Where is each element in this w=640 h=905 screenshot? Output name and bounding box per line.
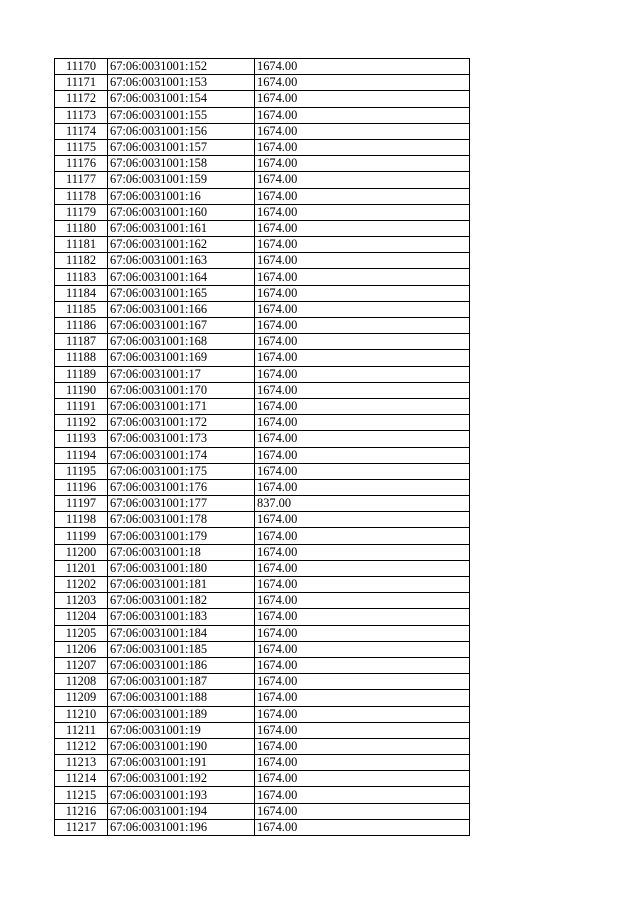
- value-cell: 1674.00: [255, 674, 470, 690]
- table-row: [55, 431, 470, 447]
- table-row: [55, 512, 470, 528]
- value-cell: 1674.00: [255, 577, 470, 593]
- row-number-cell: 11193: [55, 431, 108, 447]
- row-number-cell: 11188: [55, 350, 108, 366]
- row-number-cell: 11180: [55, 220, 108, 236]
- value-cell: 1674.00: [255, 431, 470, 447]
- table-row: [55, 415, 470, 431]
- row-number-cell: 11196: [55, 479, 108, 495]
- cadastral-number-cell: 67:06:0031001:186: [108, 657, 255, 673]
- row-number-cell: 11183: [55, 269, 108, 285]
- row-number-cell: 11182: [55, 253, 108, 269]
- cadastral-number-cell: 67:06:0031001:158: [108, 156, 255, 172]
- value-cell: 1674.00: [255, 204, 470, 220]
- row-number-cell: 11174: [55, 123, 108, 139]
- value-cell: 1674.00: [255, 156, 470, 172]
- value-cell: 1674.00: [255, 269, 470, 285]
- cadastral-number-cell: 67:06:0031001:168: [108, 334, 255, 350]
- row-number-cell: 11177: [55, 172, 108, 188]
- cadastral-number-cell: 67:06:0031001:167: [108, 318, 255, 334]
- row-number-cell: 11191: [55, 398, 108, 414]
- value-cell: 1674.00: [255, 544, 470, 560]
- cadastral-number-cell: 67:06:0031001:185: [108, 641, 255, 657]
- value-cell: 1674.00: [255, 625, 470, 641]
- value-cell: 1674.00: [255, 706, 470, 722]
- cadastral-number-cell: 67:06:0031001:155: [108, 107, 255, 123]
- value-cell: 1674.00: [255, 819, 470, 835]
- cadastral-number-cell: 67:06:0031001:176: [108, 479, 255, 495]
- cadastral-number-cell: 67:06:0031001:159: [108, 172, 255, 188]
- table-row: [55, 674, 470, 690]
- table-row: [55, 577, 470, 593]
- value-cell: 1674.00: [255, 722, 470, 738]
- row-number-cell: 11185: [55, 301, 108, 317]
- row-number-cell: 11172: [55, 91, 108, 107]
- value-cell: 1674.00: [255, 350, 470, 366]
- cadastral-number-cell: 67:06:0031001:181: [108, 577, 255, 593]
- row-number-cell: 11212: [55, 738, 108, 754]
- cadastral-number-cell: 67:06:0031001:19: [108, 722, 255, 738]
- cadastral-number-cell: 67:06:0031001:180: [108, 560, 255, 576]
- row-number-cell: 11181: [55, 237, 108, 253]
- table-row: [55, 220, 470, 236]
- row-number-cell: 11213: [55, 755, 108, 771]
- cadastral-number-cell: 67:06:0031001:170: [108, 382, 255, 398]
- table-row: [55, 350, 470, 366]
- cadastral-number-cell: 67:06:0031001:163: [108, 253, 255, 269]
- row-number-cell: 11189: [55, 366, 108, 382]
- cadastral-number-cell: 67:06:0031001:194: [108, 803, 255, 819]
- value-cell: 1674.00: [255, 528, 470, 544]
- row-number-cell: 11194: [55, 447, 108, 463]
- table-row: [55, 641, 470, 657]
- table-row: [55, 366, 470, 382]
- cadastral-number-cell: 67:06:0031001:183: [108, 609, 255, 625]
- value-cell: 1674.00: [255, 220, 470, 236]
- value-cell: 1674.00: [255, 366, 470, 382]
- value-cell: 1674.00: [255, 787, 470, 803]
- table-row: [55, 447, 470, 463]
- table-row: [55, 819, 470, 835]
- table-row: [55, 301, 470, 317]
- row-number-cell: 11198: [55, 512, 108, 528]
- value-cell: 1674.00: [255, 301, 470, 317]
- value-cell: 1674.00: [255, 253, 470, 269]
- value-cell: 1674.00: [255, 738, 470, 754]
- cadastral-number-cell: 67:06:0031001:18: [108, 544, 255, 560]
- table-row: [55, 803, 470, 819]
- cadastral-number-cell: 67:06:0031001:165: [108, 285, 255, 301]
- row-number-cell: 11202: [55, 577, 108, 593]
- row-number-cell: 11173: [55, 107, 108, 123]
- row-number-cell: 11175: [55, 139, 108, 155]
- row-number-cell: 11178: [55, 188, 108, 204]
- row-number-cell: 11206: [55, 641, 108, 657]
- table-row: [55, 269, 470, 285]
- table-row: [55, 755, 470, 771]
- value-cell: 1674.00: [255, 755, 470, 771]
- cadastral-number-cell: 67:06:0031001:187: [108, 674, 255, 690]
- row-number-cell: 11187: [55, 334, 108, 350]
- cadastral-number-cell: 67:06:0031001:174: [108, 447, 255, 463]
- value-cell: 1674.00: [255, 318, 470, 334]
- value-cell: 1674.00: [255, 609, 470, 625]
- value-cell: 1674.00: [255, 690, 470, 706]
- row-number-cell: 11197: [55, 496, 108, 512]
- cadastral-number-cell: 67:06:0031001:156: [108, 123, 255, 139]
- table-row: [55, 479, 470, 495]
- cadastral-number-cell: 67:06:0031001:177: [108, 496, 255, 512]
- row-number-cell: 11190: [55, 382, 108, 398]
- table-row: [55, 690, 470, 706]
- row-number-cell: 11171: [55, 75, 108, 91]
- cadastral-number-cell: 67:06:0031001:191: [108, 755, 255, 771]
- table-body: [55, 59, 470, 836]
- row-number-cell: 11170: [55, 59, 108, 75]
- row-number-cell: 11192: [55, 415, 108, 431]
- value-cell: 1674.00: [255, 107, 470, 123]
- table-row: [55, 285, 470, 301]
- row-number-cell: 11217: [55, 819, 108, 835]
- row-number-cell: 11186: [55, 318, 108, 334]
- table-row: [55, 139, 470, 155]
- cadastral-number-cell: 67:06:0031001:178: [108, 512, 255, 528]
- cadastral-number-cell: 67:06:0031001:171: [108, 398, 255, 414]
- value-cell: 1674.00: [255, 75, 470, 91]
- cadastral-number-cell: 67:06:0031001:152: [108, 59, 255, 75]
- row-number-cell: 11195: [55, 463, 108, 479]
- row-number-cell: 11211: [55, 722, 108, 738]
- table-row: [55, 787, 470, 803]
- table-row: [55, 156, 470, 172]
- cadastral-number-cell: 67:06:0031001:162: [108, 237, 255, 253]
- cadastral-number-cell: 67:06:0031001:182: [108, 593, 255, 609]
- cadastral-number-cell: 67:06:0031001:161: [108, 220, 255, 236]
- row-number-cell: 11209: [55, 690, 108, 706]
- row-number-cell: 11210: [55, 706, 108, 722]
- table-row: [55, 237, 470, 253]
- table-row: [55, 172, 470, 188]
- table-row: [55, 318, 470, 334]
- row-number-cell: 11208: [55, 674, 108, 690]
- cadastral-number-cell: 67:06:0031001:172: [108, 415, 255, 431]
- cadastral-number-cell: 67:06:0031001:196: [108, 819, 255, 835]
- cadastral-number-cell: 67:06:0031001:190: [108, 738, 255, 754]
- cadastral-number-cell: 67:06:0031001:184: [108, 625, 255, 641]
- cadastral-value-table: [54, 58, 470, 836]
- table-row: [55, 398, 470, 414]
- row-number-cell: 11200: [55, 544, 108, 560]
- value-cell: 1674.00: [255, 334, 470, 350]
- table-row: [55, 738, 470, 754]
- cadastral-number-cell: 67:06:0031001:160: [108, 204, 255, 220]
- cadastral-number-cell: 67:06:0031001:175: [108, 463, 255, 479]
- table-row: [55, 625, 470, 641]
- row-number-cell: 11216: [55, 803, 108, 819]
- value-cell: 1674.00: [255, 382, 470, 398]
- value-cell: 1674.00: [255, 641, 470, 657]
- cadastral-number-cell: 67:06:0031001:16: [108, 188, 255, 204]
- table-row: [55, 204, 470, 220]
- value-cell: 1674.00: [255, 512, 470, 528]
- cadastral-number-cell: 67:06:0031001:192: [108, 771, 255, 787]
- value-cell: 1674.00: [255, 172, 470, 188]
- row-number-cell: 11184: [55, 285, 108, 301]
- row-number-cell: 11205: [55, 625, 108, 641]
- value-cell: 1674.00: [255, 123, 470, 139]
- value-cell: 1674.00: [255, 285, 470, 301]
- value-cell: 1674.00: [255, 593, 470, 609]
- cadastral-number-cell: 67:06:0031001:169: [108, 350, 255, 366]
- row-number-cell: 11201: [55, 560, 108, 576]
- table-row: [55, 91, 470, 107]
- row-number-cell: 11199: [55, 528, 108, 544]
- cadastral-number-cell: 67:06:0031001:189: [108, 706, 255, 722]
- value-cell: 1674.00: [255, 59, 470, 75]
- table-row: [55, 188, 470, 204]
- table-row: [55, 382, 470, 398]
- table-row: [55, 59, 470, 75]
- value-cell: 1674.00: [255, 415, 470, 431]
- value-cell: 1674.00: [255, 560, 470, 576]
- table-row: [55, 771, 470, 787]
- row-number-cell: 11207: [55, 657, 108, 673]
- table-row: [55, 334, 470, 350]
- table-row: [55, 609, 470, 625]
- table-row: [55, 107, 470, 123]
- value-cell: 837.00: [255, 496, 470, 512]
- row-number-cell: 11179: [55, 204, 108, 220]
- cadastral-number-cell: 67:06:0031001:193: [108, 787, 255, 803]
- value-cell: 1674.00: [255, 237, 470, 253]
- cadastral-number-cell: 67:06:0031001:153: [108, 75, 255, 91]
- table-row: [55, 706, 470, 722]
- cadastral-number-cell: 67:06:0031001:157: [108, 139, 255, 155]
- table-row: [55, 123, 470, 139]
- cadastral-number-cell: 67:06:0031001:188: [108, 690, 255, 706]
- table-row: [55, 496, 470, 512]
- cadastral-number-cell: 67:06:0031001:173: [108, 431, 255, 447]
- row-number-cell: 11214: [55, 771, 108, 787]
- table-row: [55, 463, 470, 479]
- cadastral-number-cell: 67:06:0031001:164: [108, 269, 255, 285]
- row-number-cell: 11176: [55, 156, 108, 172]
- cadastral-number-cell: 67:06:0031001:154: [108, 91, 255, 107]
- cadastral-number-cell: 67:06:0031001:179: [108, 528, 255, 544]
- table-row: [55, 528, 470, 544]
- value-cell: 1674.00: [255, 91, 470, 107]
- row-number-cell: 11215: [55, 787, 108, 803]
- value-cell: 1674.00: [255, 803, 470, 819]
- table-row: [55, 722, 470, 738]
- table-row: [55, 657, 470, 673]
- table-row: [55, 593, 470, 609]
- value-cell: 1674.00: [255, 188, 470, 204]
- cadastral-number-cell: 67:06:0031001:17: [108, 366, 255, 382]
- value-cell: 1674.00: [255, 398, 470, 414]
- row-number-cell: 11204: [55, 609, 108, 625]
- table-row: [55, 75, 470, 91]
- value-cell: 1674.00: [255, 447, 470, 463]
- value-cell: 1674.00: [255, 657, 470, 673]
- value-cell: 1674.00: [255, 139, 470, 155]
- value-cell: 1674.00: [255, 771, 470, 787]
- row-number-cell: 11203: [55, 593, 108, 609]
- value-cell: 1674.00: [255, 479, 470, 495]
- table-row: [55, 560, 470, 576]
- table-row: [55, 544, 470, 560]
- value-cell: 1674.00: [255, 463, 470, 479]
- cadastral-number-cell: 67:06:0031001:166: [108, 301, 255, 317]
- table-row: [55, 253, 470, 269]
